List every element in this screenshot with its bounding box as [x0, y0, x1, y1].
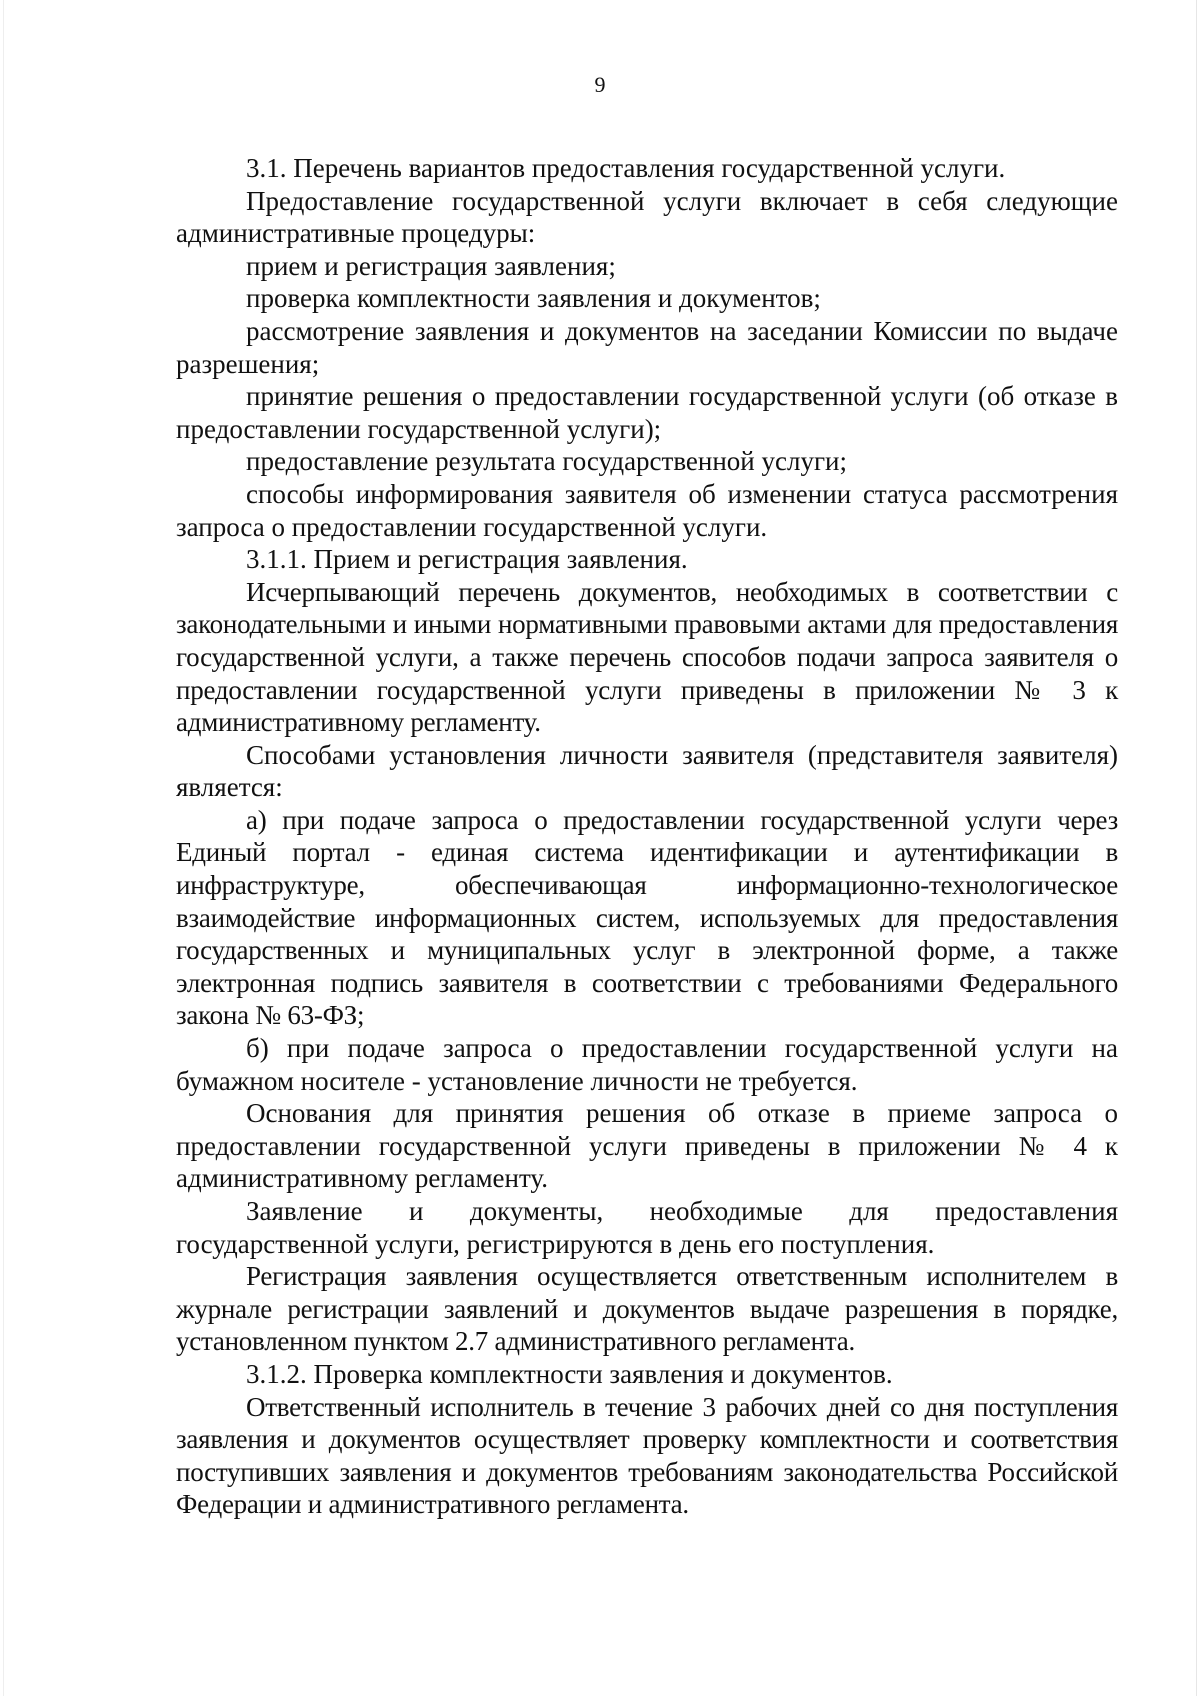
paragraph-identity-paper: б) при подаче запроса о предоставлении государственной услуги на бумажном носителе - установление личности не требуется.	[176, 1033, 1118, 1096]
section-heading-3-1-2: 3.1.2. Проверка комплектности заявления и документов.	[246, 1358, 893, 1389]
page-number: 9	[594, 72, 606, 97]
section-heading-3-1: 3.1. Перечень вариантов предоставления государственной услуги.	[246, 153, 1006, 183]
document-body	[176, 152, 1118, 1521]
paragraph-documents-list: Исчерпывающий перечень документов, необходимых в соответствии с законодательными и иными нормативными правовыми актами для предоставления государственной услуги, а также перечень способов подачи запроса заявителя о предоставлении государственной услуги приведены в приложении № 3 к административному регламенту.	[176, 576, 1118, 738]
paragraph-registration-day: Заявление и документы, необходимые для предоставления государственной услуги, регистрируются в день его поступления.	[176, 1196, 1118, 1259]
paragraph-completeness-check: Ответственный исполнитель в течение 3 рабочих дней со дня поступления заявления и документов осуществляет проверку комплектности и соответствия поступивших заявления и документов требованиям законодательства Российской Федерации и административного регламента.	[176, 1391, 1118, 1520]
paragraph-procedures-intro: Предоставление государственной услуги включает в себя следующие административные процедуры:	[176, 185, 1118, 249]
list-item-procedure-4: принятие решения о предоставлении государственной услуги (об отказе в предоставлении государственной услуги);	[176, 381, 1118, 444]
list-item-procedure-6: способы информирования заявителя об изменении статуса рассмотрения запроса о предоставлении государственной услуги.	[176, 478, 1118, 542]
paragraph-refusal-grounds: Основания для принятия решения об отказе в приеме запроса о предоставлении государственной услуги приведены в приложении № 4 к административному регламенту.	[176, 1098, 1118, 1194]
paragraph-identity-methods: Способами установления личности заявителя (представителя заявителя) является:	[176, 739, 1118, 803]
scan-edge-right	[1196, 0, 1197, 1696]
section-heading-3-1-1: 3.1.1. Прием и регистрация заявления.	[246, 544, 688, 575]
paragraph-identity-portal: а) при подаче запроса о предоставлении государственной услуги через Единый портал - единая система идентификации и аутентификации в инфраструктуре, обеспечивающая информационно-технологическое взаимодействие информационных систем, используемых для предоставления государственных и муниципальных услуг в электронной форме, а также электронная подпись заявителя в соответствии с требованиями Федерального закона № 63-ФЗ;	[176, 804, 1118, 1031]
list-item-procedure-3: рассмотрение заявления и документов на заседании Комиссии по выдаче разрешения;	[176, 315, 1118, 379]
paragraph-registration-journal: Регистрация заявления осуществляется ответственным исполнителем в журнале регистрации заявлений и документов выдаче разрешения в порядке, установленном пунктом 2.7 административного регламента.	[176, 1261, 1118, 1357]
list-item-procedure-2: проверка комплектности заявления и документов;	[246, 283, 821, 314]
scan-edge-left	[3, 0, 4, 1696]
list-item-procedure-5: предоставление результата государственной услуги;	[246, 446, 847, 477]
list-item-procedure-1: прием и регистрация заявления;	[246, 250, 616, 281]
